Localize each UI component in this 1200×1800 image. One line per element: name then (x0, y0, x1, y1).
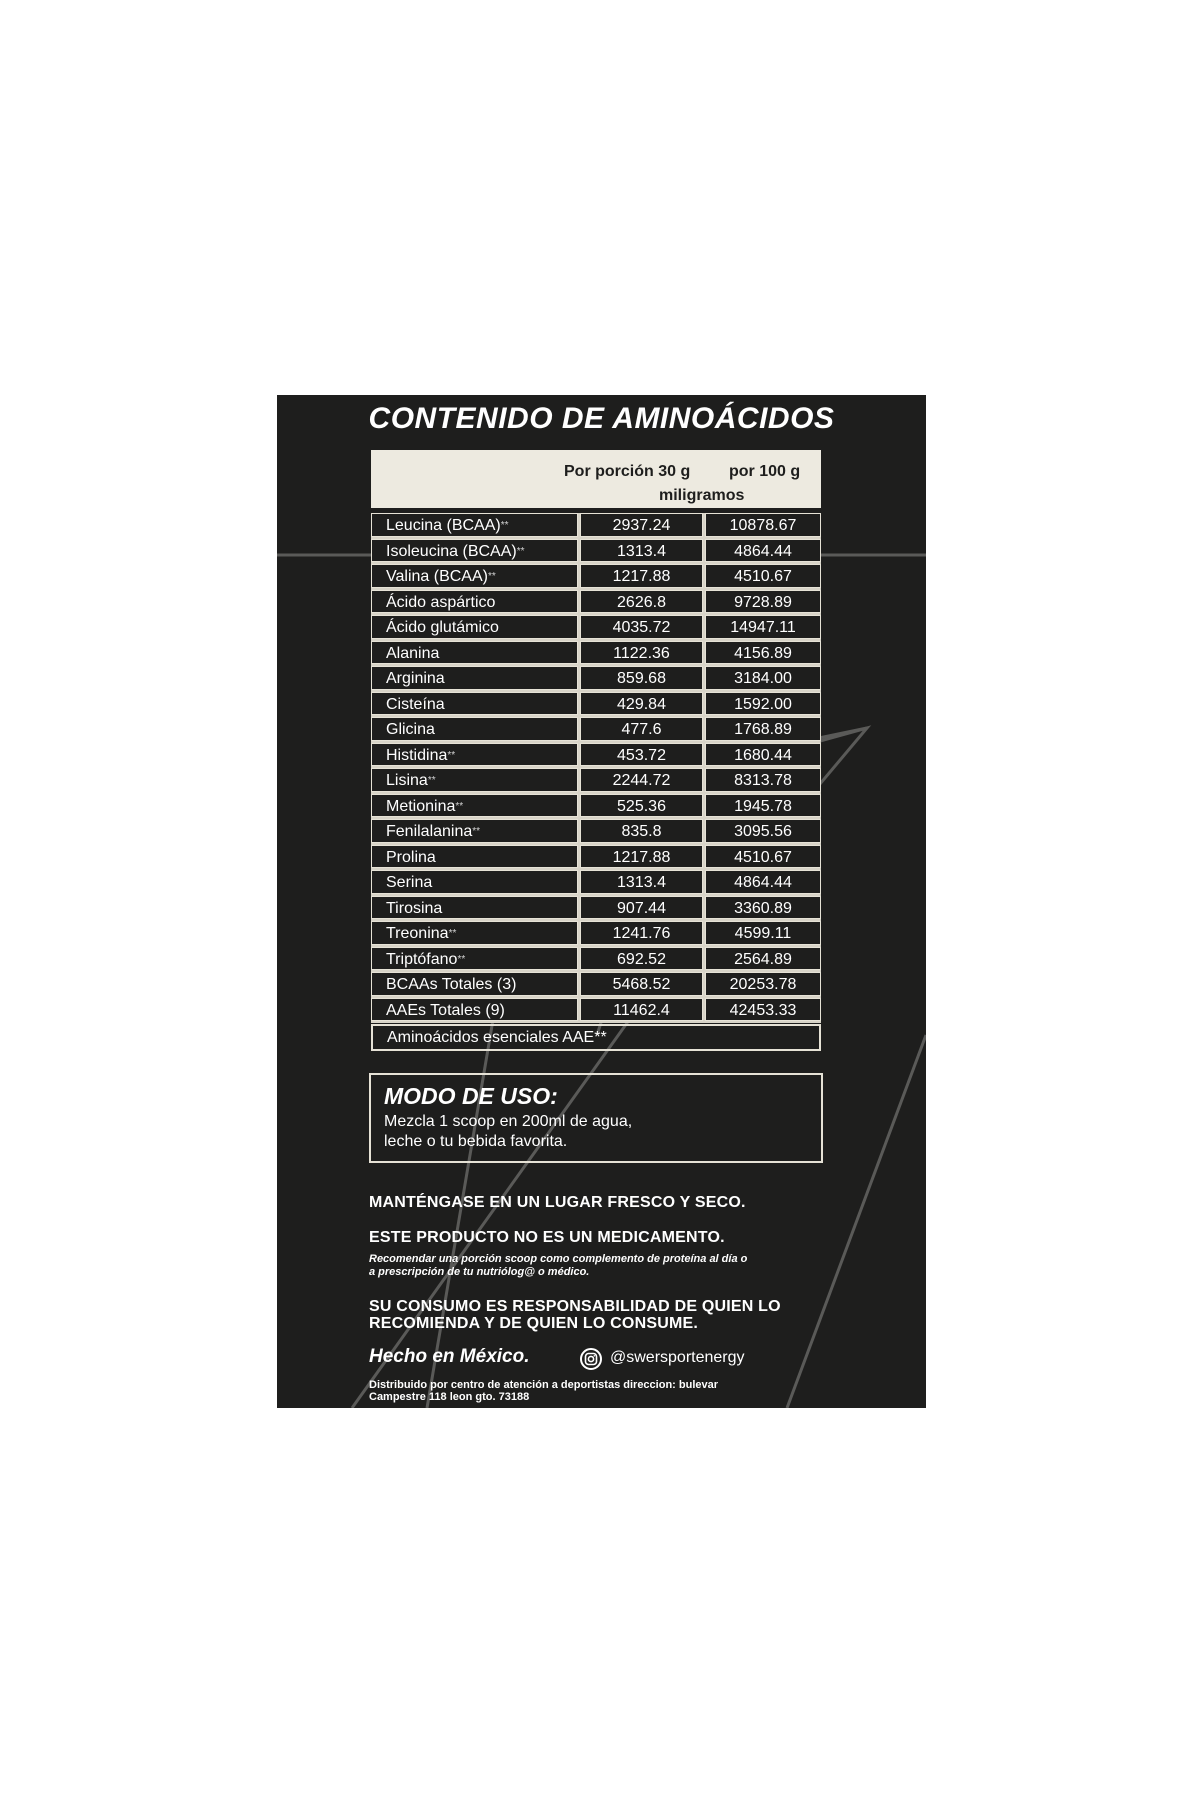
table-row (371, 896, 821, 920)
serving-value: 2626.8 (580, 590, 703, 614)
amino-acid-name-text: Triptófano (386, 950, 458, 968)
amino-acid-name (371, 768, 578, 792)
per-100g-value: 3360.89 (705, 896, 821, 920)
table-row (371, 539, 821, 563)
unit-label: miligramos (659, 487, 745, 504)
not-medicine-warning: ESTE PRODUCTO NO ES UN MEDICAMENTO. (369, 1229, 725, 1246)
table-row (371, 870, 821, 894)
essential-marker: ** (447, 749, 456, 761)
usage-title: MODO DE USO: (384, 1083, 558, 1109)
usage-line-1: Mezcla 1 scoop en 200ml de agua, (384, 1113, 633, 1130)
amino-acid-name-text: Serina (386, 874, 433, 891)
amino-acid-name (371, 896, 578, 920)
table-row (371, 947, 821, 971)
distributor-line-2: Campestre 118 leon gto. 73188 (369, 1391, 530, 1403)
amino-acid-name (371, 641, 578, 665)
table-row (371, 921, 821, 945)
amino-acid-table (371, 513, 821, 1023)
amino-acid-name (371, 972, 578, 996)
essential-marker: ** (455, 800, 464, 812)
serving-value: 2937.24 (580, 513, 703, 537)
essential-marker: ** (448, 928, 457, 939)
per-100g-value: 4510.67 (705, 564, 821, 588)
per-100g-value: 14947.11 (705, 615, 821, 639)
serving-value: 859.68 (580, 666, 703, 690)
essential-marker: ** (487, 571, 496, 582)
per-100g-value: 4864.44 (705, 539, 821, 563)
essential-amino-footnote: Aminoácidos esenciales AAE** (371, 1024, 821, 1051)
table-row (371, 564, 821, 588)
table-row (371, 666, 821, 690)
serving-value: 477.6 (580, 717, 703, 741)
serving-value: 1217.88 (580, 564, 703, 588)
recommendation-line-1: Recomendar una porción scoop como complemento de proteína al día o (369, 1253, 748, 1265)
per-100g-value: 4156.89 (705, 641, 821, 665)
table-row (371, 513, 821, 537)
per-100g-value: 3184.00 (705, 666, 821, 690)
table-row (371, 692, 821, 716)
amino-acid-name-text: Histidina (386, 746, 448, 764)
serving-value: 1313.4 (580, 870, 703, 894)
amino-acid-name-text: Prolina (386, 848, 436, 866)
amino-acid-name-text: Leucina (BCAA) (386, 517, 501, 534)
instagram-icon (580, 1348, 602, 1370)
serving-value: 11462.4 (580, 998, 703, 1022)
per-100g-value: 4510.67 (705, 845, 821, 869)
amino-acid-name-text: Alanina (386, 644, 440, 662)
amino-acid-name (371, 590, 578, 614)
column-header-serving: Por porción 30 g (564, 463, 691, 480)
amino-acid-name (371, 743, 578, 767)
amino-acid-name (371, 717, 578, 741)
amino-acid-name (371, 615, 578, 639)
per-100g-value: 42453.33 (705, 998, 821, 1022)
per-100g-value: 9728.89 (705, 590, 821, 614)
serving-value: 692.52 (580, 947, 703, 971)
amino-acid-name-text: Glicina (386, 721, 435, 738)
amino-acid-name (371, 998, 578, 1022)
amino-acid-name-text: Tirosina (386, 899, 443, 917)
essential-marker: ** (427, 775, 436, 786)
amino-acid-name-text: BCAAs Totales (3) (386, 976, 517, 993)
amino-acid-name (371, 819, 578, 843)
amino-acid-name (371, 692, 578, 716)
amino-acid-name-text: Lisina (386, 772, 428, 789)
amino-acid-name (371, 666, 578, 690)
usage-line-2: leche o tu bebida favorita. (384, 1133, 568, 1150)
recommendation-line-2: a prescripción de tu nutriólog@ o médico. (369, 1266, 590, 1278)
per-100g-value: 10878.67 (705, 513, 821, 537)
column-header-per-100g: por 100 g (729, 463, 801, 480)
table-row (371, 590, 821, 614)
amino-acid-name (371, 539, 578, 563)
amino-acid-name-text: Ácido glutámico (386, 619, 499, 636)
table-row (371, 794, 821, 818)
amino-acid-name (371, 947, 578, 971)
serving-value: 1122.36 (580, 641, 703, 665)
per-100g-value: 4864.44 (705, 870, 821, 894)
per-100g-value: 4599.11 (705, 921, 821, 945)
distributor-line-1: Distribuido por centro de atención a deportistas direccion: bulevar (369, 1379, 719, 1391)
table-row (371, 717, 821, 741)
serving-value: 835.8 (580, 819, 703, 843)
table-row (371, 768, 821, 792)
table-row (371, 998, 821, 1022)
instagram-handle[interactable]: @swersportenergy (610, 1349, 745, 1366)
amino-acid-name-text: Cisteína (386, 695, 445, 713)
serving-value: 907.44 (580, 896, 703, 920)
storage-warning: MANTÉNGASE EN UN LUGAR FRESCO Y SECO. (369, 1194, 746, 1211)
table-header (371, 450, 821, 508)
per-100g-value: 3095.56 (705, 819, 821, 843)
amino-acid-name (371, 845, 578, 869)
table-row (371, 845, 821, 869)
amino-acid-label (277, 395, 926, 1408)
usage-box (369, 1073, 823, 1163)
per-100g-value: 1768.89 (705, 717, 821, 741)
table-row (371, 819, 821, 843)
amino-acid-name (371, 564, 578, 588)
amino-acid-name-text: AAEs Totales (9) (386, 1001, 505, 1019)
amino-acid-name-text: Arginina (386, 670, 445, 687)
serving-value: 1241.76 (580, 921, 703, 945)
amino-acid-name (371, 921, 578, 945)
serving-value: 4035.72 (580, 615, 703, 639)
serving-value: 2244.72 (580, 768, 703, 792)
responsibility-line-1: SU CONSUMO ES RESPONSABILIDAD DE QUIEN LO (369, 1298, 781, 1315)
serving-value: 429.84 (580, 692, 703, 716)
serving-value: 5468.52 (580, 972, 703, 996)
label-title: CONTENIDO DE AMINOÁCIDOS (368, 402, 835, 435)
table-row (371, 743, 821, 767)
amino-acid-name-text: Ácido aspártico (386, 593, 496, 611)
essential-marker: ** (472, 826, 481, 837)
serving-value: 525.36 (580, 794, 703, 818)
essential-marker: ** (500, 520, 509, 531)
amino-acid-name-text: Fenilalanina (386, 823, 473, 840)
responsibility-line-2: RECOMIENDA Y DE QUIEN LO CONSUME. (369, 1315, 699, 1332)
serving-value: 1313.4 (580, 539, 703, 563)
essential-marker: ** (516, 545, 525, 557)
per-100g-value: 1945.78 (705, 794, 821, 818)
per-100g-value: 2564.89 (705, 947, 821, 971)
amino-acid-name-text: Treonina (386, 925, 449, 942)
table-row (371, 615, 821, 639)
made-in-mexico: Hecho en México. (369, 1346, 530, 1367)
amino-acid-name (371, 513, 578, 537)
amino-acid-name (371, 794, 578, 818)
serving-value: 1217.88 (580, 845, 703, 869)
serving-value: 453.72 (580, 743, 703, 767)
table-row (371, 641, 821, 665)
essential-marker: ** (457, 953, 466, 965)
per-100g-value: 20253.78 (705, 972, 821, 996)
amino-acid-name-text: Valina (BCAA) (386, 568, 488, 585)
per-100g-value: 8313.78 (705, 768, 821, 792)
per-100g-value: 1680.44 (705, 743, 821, 767)
amino-acid-name-text: Metionina (386, 797, 456, 815)
table-row (371, 972, 821, 996)
amino-acid-name (371, 870, 578, 894)
amino-acid-name-text: Isoleucina (BCAA) (386, 542, 517, 560)
per-100g-value: 1592.00 (705, 692, 821, 716)
